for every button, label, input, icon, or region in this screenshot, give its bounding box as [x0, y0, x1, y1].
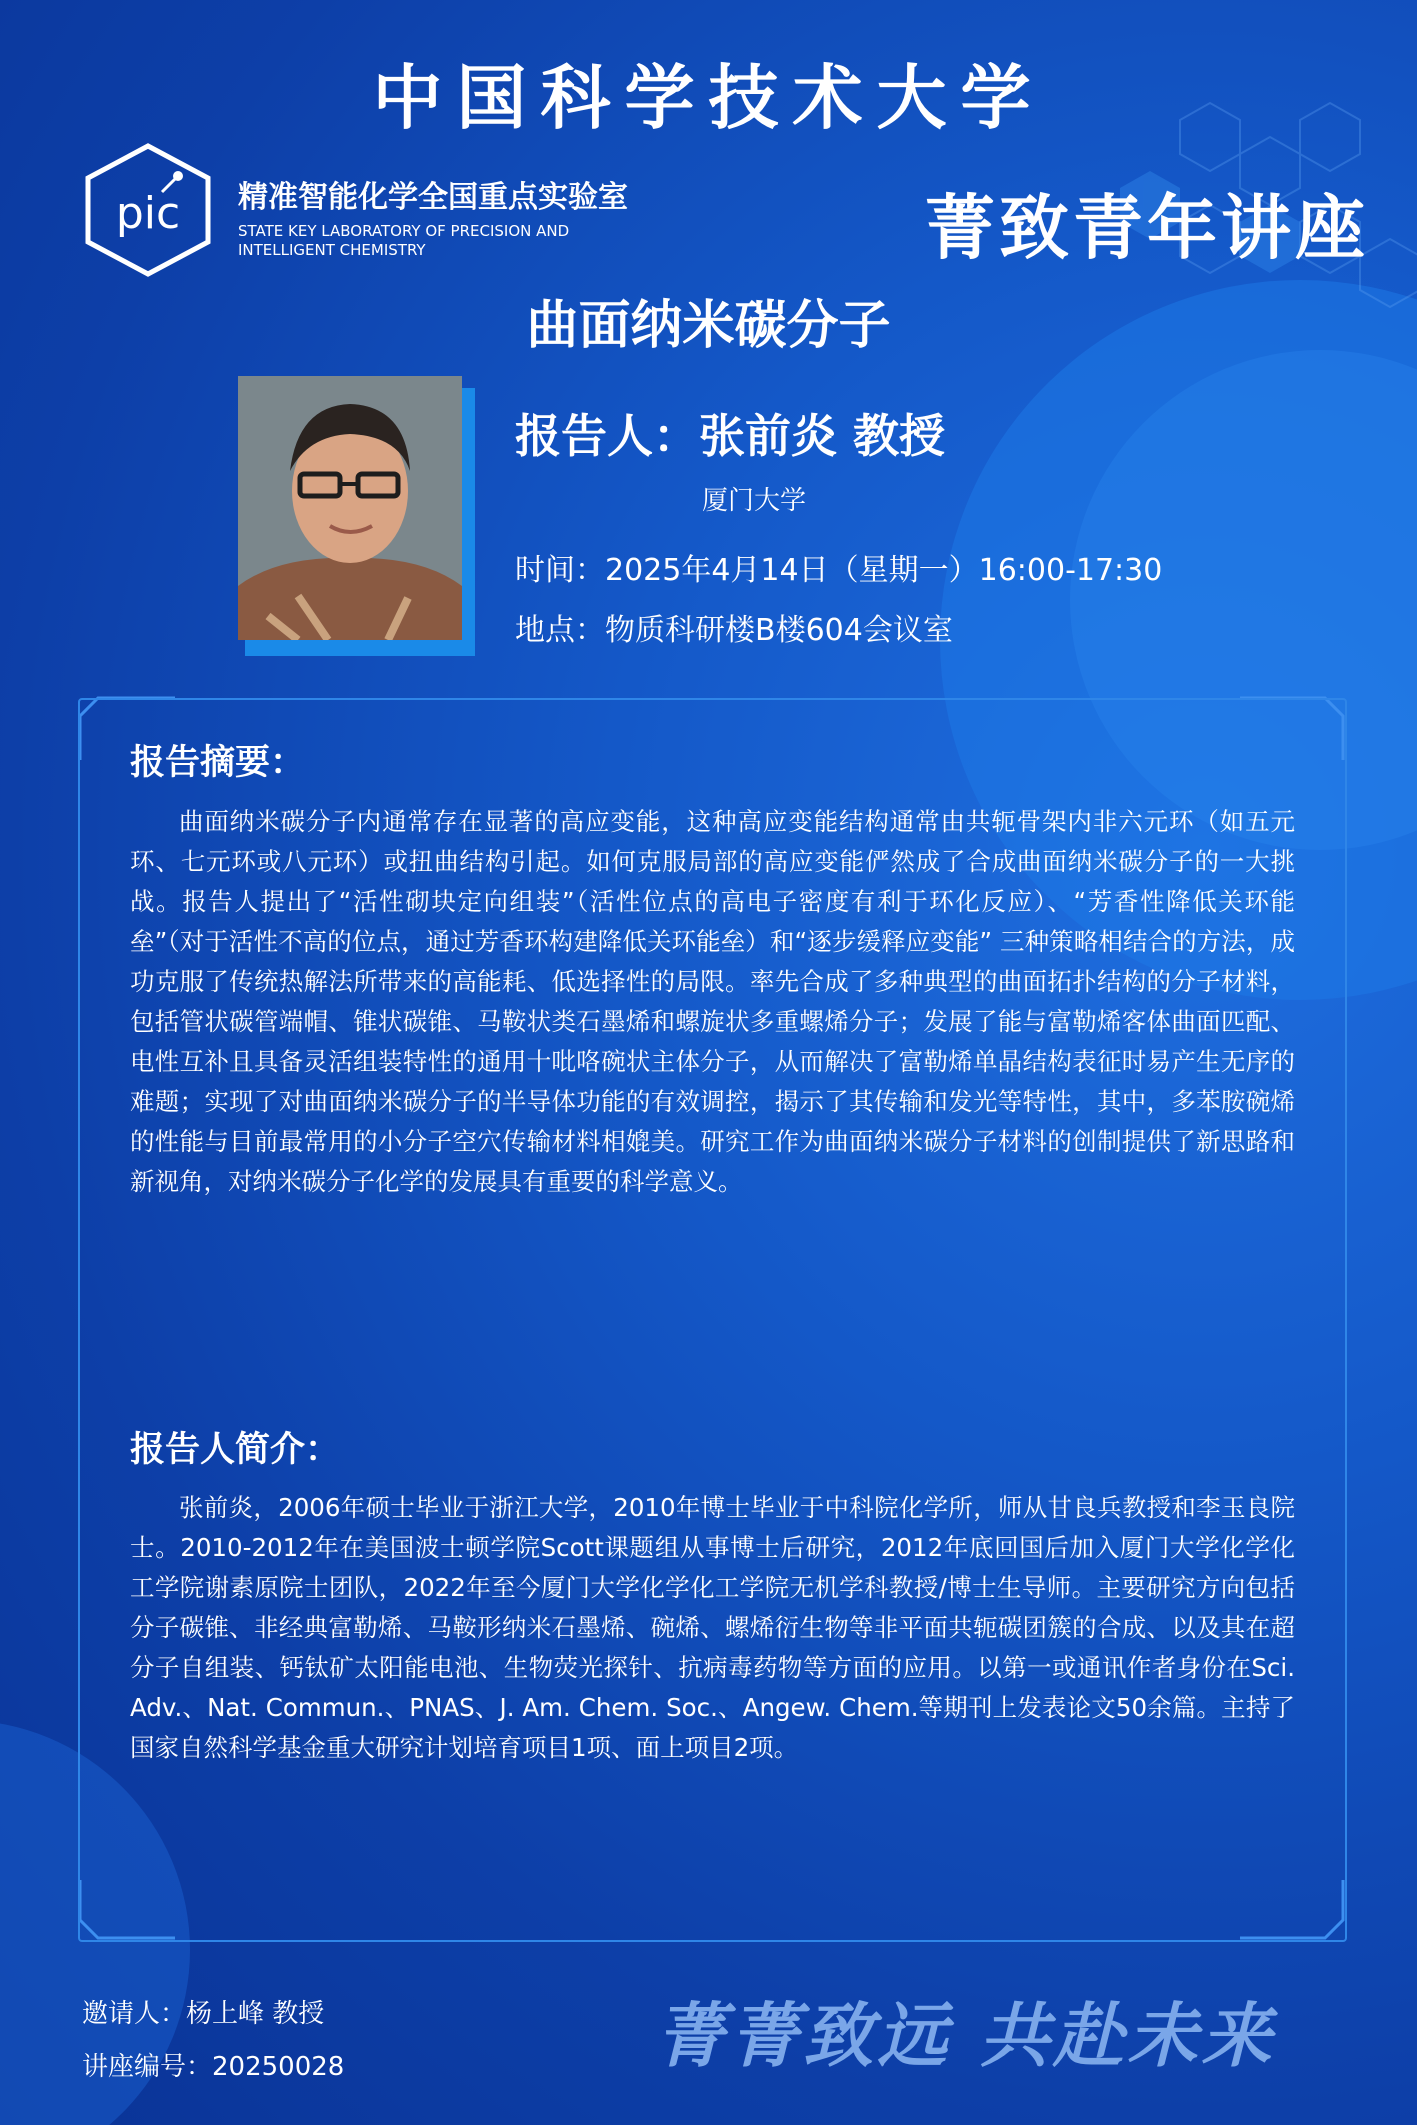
- bio-text: 张前炎，2006年硕士毕业于浙江大学，2010年博士毕业于中科院化学所，师从甘良兵教授和李玉良院士。2010-2012年在美国波士顿学院Scott课题组从事博士后研究，2012年底回国后加入厦门大学化学化工学院谢素原院士团队，2022年至今厦门大学化学化工学院无机学科教授/博士生导师。主要研究方向包括分子碳锥、非经典富勒烯、马鞍形纳米石墨烯、碗烯、螺烯衍生物等非平面共轭碳团簇的合成、以及其在超分子自组装、钙钛矿太阳能电池、生物荧光探针、抗病毒药物等方面的应用。以第一或通讯作者身份在Sci. Adv.、Nat. Commun.、PNAS、J. Am. Chem. Soc.、Angew. Chem.等期刊上发表论文50余篇。主持了国家自然科学基金重大研究计划培育项目1项、面上项目2项。: [130, 1493, 1295, 1762]
- slogan: 菁菁致远 共赴未来: [655, 1994, 1276, 2077]
- inviter: 邀请人：杨上峰 教授: [82, 1999, 325, 2029]
- lab-logo-text: pic: [115, 188, 181, 239]
- lecture-series-title: 菁致青年讲座: [925, 187, 1369, 269]
- speaker-affiliation: 厦门大学: [702, 486, 807, 516]
- lab-name-cn: 精准智能化学全国重点实验室: [238, 180, 628, 215]
- lab-logo: [82, 142, 214, 278]
- university-name: 中国科学技术大学: [372, 56, 1045, 139]
- speaker-name: 报告人：张前炎 教授: [515, 409, 946, 463]
- lab-name-en: STATE KEY LABORATORY OF PRECISION AND INTELLIGENT CHEMISTRY: [238, 222, 570, 259]
- talk-title: 曲面纳米碳分子: [526, 296, 891, 356]
- bio-heading: 报告人简介：: [130, 1430, 341, 1470]
- abstract-text: 曲面纳米碳分子内通常存在显著的高应变能，这种高应变能结构通常由共轭骨架内非六元环（如五元环、七元环或八元环）或扭曲结构引起。如何克服局部的高应变能俨然成了合成曲面纳米碳分子的一大挑战。报告人提出了“活性砌块定向组装”（活性位点的高电子密度有利于环化反应）、“芳香性降低关环能垒”（对于活性不高的位点，通过芳香环构建降低关环能垒）和“逐步缓释应变能” 三种策略相结合的方法，成功克服了传统热解法所带来的高能耗、低选择性的局限。率先合成了多种典型的曲面拓扑结构的分子材料，包括管状碳管端帽、锥状碳锥、马鞍状类石墨烯和螺旋状多重螺烯分子；发展了能与富勒烯客体曲面匹配、电性互补且具备灵活组装特性的通用十吡咯碗状主体分子，从而解决了富勒烯单晶结构表征时易产生无序的难题；实现了对曲面纳米碳分子的半导体功能的有效调控，揭示了其传输和发光等特性，其中，多苯胺碗烯的性能与目前最常用的小分子空穴传输材料相媲美。研究工作为曲面纳米碳分子材料的创制提供了新思路和新视角，对纳米碳分子化学的发展具有重要的科学意义。: [130, 807, 1295, 1196]
- talk-time: 时间：2025年4月14日（星期一）16:00-17:30: [515, 553, 1163, 588]
- abstract-heading: 报告摘要：: [130, 743, 306, 783]
- talk-location: 地点：物质科研楼B楼604会议室: [515, 613, 953, 648]
- lecture-number: 讲座编号：20250028: [82, 2052, 345, 2082]
- speaker-photo: [238, 376, 462, 640]
